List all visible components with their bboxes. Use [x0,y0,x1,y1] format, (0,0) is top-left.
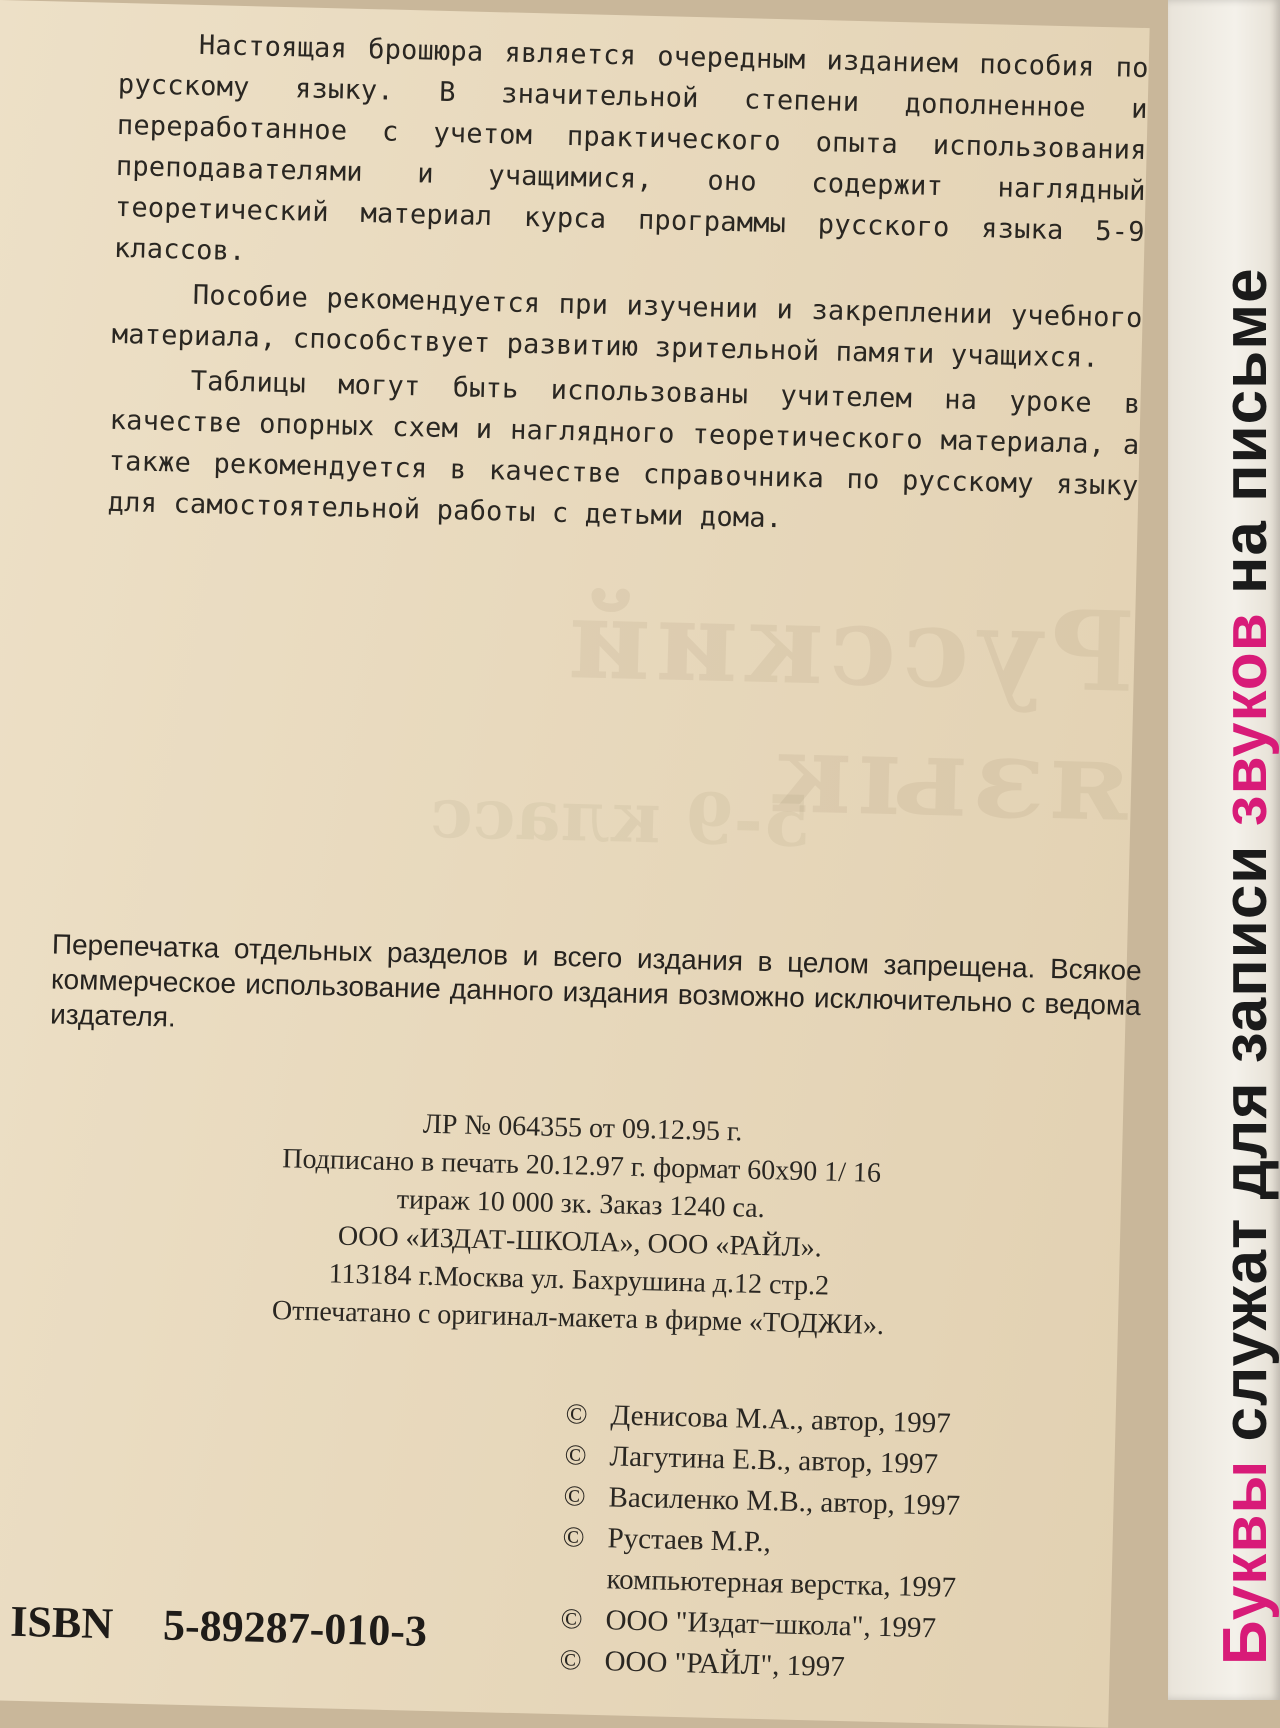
intro-text [107,23,1149,552]
copyright-text: ООО "Издат−школа", 1997 [605,1604,937,1645]
copyright-text: ООО "РАЙЛ", 1997 [604,1645,846,1684]
copyright-symbol: © [560,1603,584,1636]
copyright-symbol: © [564,1439,588,1472]
spine-word-sounds: звуков [1211,612,1280,827]
imprint-license: ЛР № 064355 от 09.12.95 г. [422,1108,743,1148]
spine-word-letters: Буквы [1211,1459,1280,1665]
copyright-notice: Перепечатка отдельных разделов и всего издания в целом запрещена. Всякое коммерческое использование данного издания возможно исключительно с ведома издателя. [49,928,1143,1033]
copyright-symbol: © [565,1398,589,1431]
imprint-block [198,1100,963,1347]
imprint-run: тираж 10 000 зк. Заказ 1240 са. [396,1184,766,1225]
copyright-text: Василенко М.В., автор, 1997 [608,1481,961,1522]
show-through-text-2: 5-9 класс [429,770,813,864]
intro-paragraph-2: Пособие рекомендуется при изучении и закреплении учебного материала, способствует развитию зрительной памяти учащихся. [111,279,1143,374]
spine-words: служат для записи [1211,844,1280,1442]
copyright-symbol: © [562,1521,586,1554]
imprint-signed: Подписано в печать 20.12.97 г. формат 60х90 1/ 16 [281,1143,882,1189]
copyright-continuation: компьютерная верстка, 1997 [606,1563,957,1604]
copyright-symbol: © [559,1644,583,1677]
intro-paragraph-1: Настоящая брошюра является очередным изданием пособия по русскому языку. В значительной степени дополненное и переработанное с учетом практического опыта использования преподавателями и учащимися, оно содержит наглядный теоретический материал курса программы русского языка 5-9 классов. [113,29,1150,268]
copyright-text: Рустаев М.Р., [607,1522,772,1559]
isbn-label: ISBN [9,1596,114,1649]
copyright-symbol: © [563,1480,587,1513]
imprint-address: 113184 г.Москва ул. Бахрушина д.12 стр.2 [328,1258,830,1302]
spine-title [1210,267,1280,1665]
isbn-number: 5-89287-010-3 [162,1600,428,1656]
copyright-text: Лагутина Е.В., автор, 1997 [609,1440,939,1481]
imprint-printed: Отпечатано с оригинал-макета в фирме «ТОДЖИ». [271,1295,885,1341]
intro-paragraph-3: Таблицы могут быть использованы учителем на уроке в качестве опорных схем и наглядного теоретического материала, а также рекомендуется в качестве справочника по русскому языку для самостоятельной работы с детьми дома. [107,365,1141,535]
spine-words-end: на письме [1211,267,1280,595]
isbn [10,1596,428,1657]
copyright-text: Денисова М.А., автор, 1997 [610,1399,952,1440]
copyright-list [559,1394,1086,1694]
imprint-publishers: ООО «ИЗДАТ-ШКОЛА», ООО «РАЙЛ». [337,1220,823,1264]
show-through-text: Русский язык [561,573,1136,846]
